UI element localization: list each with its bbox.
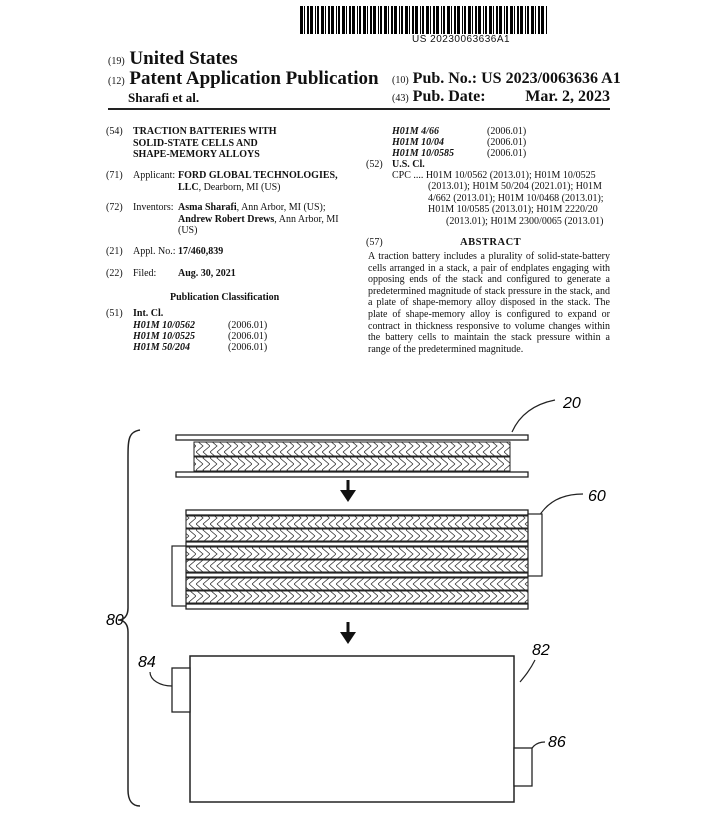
leader-82 (520, 660, 535, 682)
separator-plate (186, 573, 528, 577)
intcl-label: Int. Cl. (133, 308, 164, 319)
intcl-year: (2006.01) (228, 320, 268, 331)
cell-layer (186, 591, 528, 603)
uscl-label: U.S. Cl. (392, 159, 425, 170)
left-bus-bar (172, 546, 186, 606)
code-51: (51) (106, 308, 123, 319)
biblio-left (0, 0, 360, 360)
inventor-2-location-2: (US) (178, 225, 198, 236)
applicant-name-2: LLC (178, 181, 199, 193)
applicant-location: , Dearborn, MI (US) (198, 181, 281, 193)
intcl-code: H01M 4/66 (392, 126, 439, 137)
cell-stack-20 (176, 435, 528, 477)
intcl-code: H01M 10/0585 (392, 148, 454, 159)
title-line-2: SOLID-STATE CELLS AND (133, 137, 258, 149)
appl-number: 17/460,839 (178, 246, 224, 257)
leader-20 (512, 400, 555, 432)
pub-date-line (392, 88, 610, 106)
cell-layer (186, 560, 528, 572)
battery-figure (0, 380, 720, 823)
cell-layer (186, 529, 528, 541)
battery-pack-82 (190, 656, 514, 802)
separator-plate (186, 542, 528, 546)
cpc-line: H01M 10/0585 (2013.01); H01M 2220/20 (428, 204, 598, 216)
cpc-block (392, 170, 610, 227)
ref-82: 82 (532, 642, 550, 659)
inventor-1-location: , Ann Arbor, MI (US); (236, 202, 326, 213)
title-line-1: TRACTION BATTERIES WITH (133, 126, 277, 137)
inventor-2-location: , Ann Arbor, MI (274, 213, 339, 225)
endplate-top (176, 435, 528, 440)
applicant-name-1: FORD GLOBAL TECHNOLOGIES, (178, 170, 338, 181)
ref-84: 84 (138, 654, 156, 671)
applicant-value (178, 170, 353, 193)
code-72: (72) (106, 202, 123, 213)
intcl-year: (2006.01) (228, 331, 268, 342)
intcl-year: (2006.01) (487, 137, 527, 148)
cell-layer (186, 578, 528, 590)
cpc-line: CPC .... H01M 10/0562 (2013.01); H01M 10/0525 (392, 170, 596, 181)
country: United States (129, 48, 238, 69)
cell-stack-60 (172, 510, 542, 609)
filed-date: Aug. 30, 2021 (178, 268, 236, 279)
inventor-1-name: Asma Sharafi (178, 202, 237, 213)
ref-60: 60 (588, 488, 606, 505)
filed-label: Filed: (133, 268, 157, 279)
inventors-value (178, 202, 353, 237)
intcl-code: H01M 10/04 (392, 137, 444, 148)
pub-number: US 2023/0063636 A1 (481, 70, 621, 87)
cell-layer (194, 457, 510, 471)
code-43: (43) (392, 93, 409, 104)
intcl-year: (2006.01) (228, 342, 268, 353)
right-bus-bar (528, 514, 542, 576)
intcl-code: H01M 10/0562 (133, 320, 195, 331)
code-52: (52) (366, 159, 383, 170)
leader-60 (538, 494, 583, 518)
down-arrow-icon (340, 480, 356, 502)
cell-layer (194, 442, 510, 456)
ref-20: 20 (563, 395, 581, 412)
pub-date: Mar. 2, 2023 (525, 88, 610, 105)
code-22: (22) (106, 268, 123, 279)
abstract-title: ABSTRACT (460, 237, 522, 248)
appl-label: Appl. No.: (133, 246, 176, 257)
ref-86: 86 (548, 734, 566, 751)
code-12: (12) (108, 76, 125, 87)
intcl-code: H01M 10/0525 (133, 331, 195, 342)
inventor-short: Sharafi et al. (128, 90, 200, 105)
applicant-label: Applicant: (133, 170, 176, 181)
barcode-number: US 20230063636A1 (412, 34, 511, 45)
title-line-3: SHAPE-MEMORY ALLOYS (133, 149, 260, 160)
intcl-year: (2006.01) (487, 126, 527, 137)
code-57: (57) (366, 237, 383, 248)
terminal-84 (172, 668, 190, 712)
intcl-year: (2006.01) (487, 148, 527, 159)
cell-layer (186, 547, 528, 559)
code-19: (19) (108, 56, 125, 67)
pub-number-label: Pub. No.: (412, 70, 478, 87)
code-71: (71) (106, 170, 123, 181)
terminal-86 (514, 748, 532, 786)
pub-class-heading: Publication Classification (170, 292, 280, 303)
cpc-line: 4/662 (2013.01); H01M 10/0468 (2013.01); (428, 192, 604, 204)
patent-title (133, 126, 353, 161)
endplate-top (186, 510, 528, 515)
endplate-bottom (186, 604, 528, 609)
pub-number-line (392, 70, 621, 88)
down-arrow-icon (340, 622, 356, 644)
pub-type: Patent Application Publication (129, 68, 379, 89)
code-10: (10) (392, 75, 409, 86)
inventors-label: Inventors: (133, 202, 174, 213)
leader-84 (150, 672, 172, 686)
cpc-line: (2013.01); H01M 50/204 (2021.01); H01M (428, 181, 602, 193)
code-54: (54) (106, 126, 123, 137)
ref-80: 80 (106, 612, 124, 629)
code-21: (21) (106, 246, 123, 257)
pub-date-label: Pub. Date: (412, 88, 486, 105)
endplate-bottom (176, 472, 528, 477)
cell-layer (186, 516, 528, 528)
intcl-code: H01M 50/204 (133, 342, 190, 353)
inventor-2-name: Andrew Robert Drews (178, 213, 275, 225)
cpc-line: (2013.01); H01M 2300/0065 (2013.01) (446, 215, 604, 227)
abstract-text: A traction battery includes a plurality of solid-state-battery cells arranged in a stack, a pair of endplates engaging with opposing ends of the stack and configured to generate a predetermined magnitude of stack pressure in the stack, and a plate of shape-memory alloy disposed in the stack. The plate of shape-memory alloy is configured to expand or contract in thickness responsive to volume changes within the battery cells to maintain the stack pressure within a range of the predetermined magnitude. (368, 251, 610, 355)
